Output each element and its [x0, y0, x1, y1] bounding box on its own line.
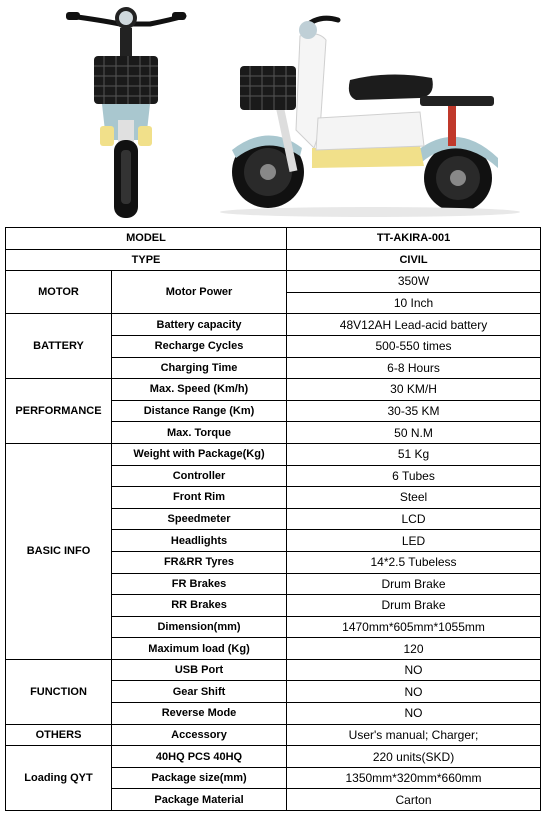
spec-value: NO [287, 703, 541, 725]
model-label: MODEL [6, 228, 287, 250]
group-battery: BATTERY [6, 314, 112, 379]
spec-label: Front Rim [112, 487, 287, 509]
table-row [6, 724, 541, 746]
model-value: TT-AKIRA-001 [287, 228, 541, 250]
spec-label: Max. Speed (Km/h) [112, 379, 287, 401]
spec-label: Maximum load (Kg) [112, 638, 287, 660]
motor-power-label: Motor Power [112, 271, 287, 314]
spec-label: FR Brakes [112, 573, 287, 595]
spec-value: 500-550 times [287, 335, 541, 357]
spec-label: 40HQ PCS 40HQ [112, 746, 287, 768]
spec-label: Accessory [112, 724, 287, 746]
spec-value: Drum Brake [287, 595, 541, 617]
type-value: CIVIL [287, 249, 541, 271]
spec-value: NO [287, 659, 541, 681]
group-others: OTHERS [6, 724, 112, 746]
spec-value: 1470mm*605mm*1055mm [287, 616, 541, 638]
spec-value: 120 [287, 638, 541, 660]
spec-value: 30-35 KM [287, 400, 541, 422]
spec-label: RR Brakes [112, 595, 287, 617]
table-row [6, 228, 541, 250]
motor-power-value: 350W [287, 271, 541, 293]
group-performance: PERFORMANCE [6, 379, 112, 444]
specification-table [5, 227, 541, 811]
group-motor: MOTOR [6, 271, 112, 314]
spec-label: Weight with Package(Kg) [112, 443, 287, 465]
spec-value: 220 units(SKD) [287, 746, 541, 768]
spec-label: USB Port [112, 659, 287, 681]
type-label: TYPE [6, 249, 287, 271]
spec-value: 1350mm*320mm*660mm [287, 767, 541, 789]
spec-label: Headlights [112, 530, 287, 552]
spec-value: 48V12AH Lead-acid battery [287, 314, 541, 336]
spec-value: Carton [287, 789, 541, 811]
spec-value: User's manual; Charger; [287, 724, 541, 746]
spec-value: Steel [287, 487, 541, 509]
spec-label: Dimension(mm) [112, 616, 287, 638]
spec-label: FR&RR Tyres [112, 551, 287, 573]
table-row [6, 746, 541, 768]
spec-label: Recharge Cycles [112, 335, 287, 357]
group-loading: Loading QYT [6, 746, 112, 811]
spec-value: LCD [287, 508, 541, 530]
table-row [6, 379, 541, 401]
scooter-side-view-image [220, 18, 520, 217]
spec-value: 6 Tubes [287, 465, 541, 487]
spec-label: Gear Shift [112, 681, 287, 703]
motor-size-value: 10 Inch [287, 292, 541, 314]
spec-value: 14*2.5 Tubeless [287, 551, 541, 573]
spec-value: 50 N.M [287, 422, 541, 444]
table-row [6, 314, 541, 336]
spec-label: Battery capacity [112, 314, 287, 336]
spec-label: Speedmeter [112, 508, 287, 530]
spec-value: LED [287, 530, 541, 552]
table-row [6, 249, 541, 271]
spec-value: 30 KM/H [287, 379, 541, 401]
spec-label: Distance Range (Km) [112, 400, 287, 422]
table-row [6, 443, 541, 465]
spec-value: 6-8 Hours [287, 357, 541, 379]
group-basic-info: BASIC INFO [6, 443, 112, 659]
spec-label: Package size(mm) [112, 767, 287, 789]
spec-label: Reverse Mode [112, 703, 287, 725]
spec-value: NO [287, 681, 541, 703]
group-function: FUNCTION [6, 659, 112, 724]
spec-value: Drum Brake [287, 573, 541, 595]
spec-value: 51 Kg [287, 443, 541, 465]
spec-label: Package Material [112, 789, 287, 811]
spec-label: Max. Torque [112, 422, 287, 444]
spec-label: Charging Time [112, 357, 287, 379]
scooter-front-view-image [66, 7, 186, 218]
table-row [6, 659, 541, 681]
product-photos [0, 0, 547, 224]
spec-label: Controller [112, 465, 287, 487]
table-row [6, 271, 541, 293]
